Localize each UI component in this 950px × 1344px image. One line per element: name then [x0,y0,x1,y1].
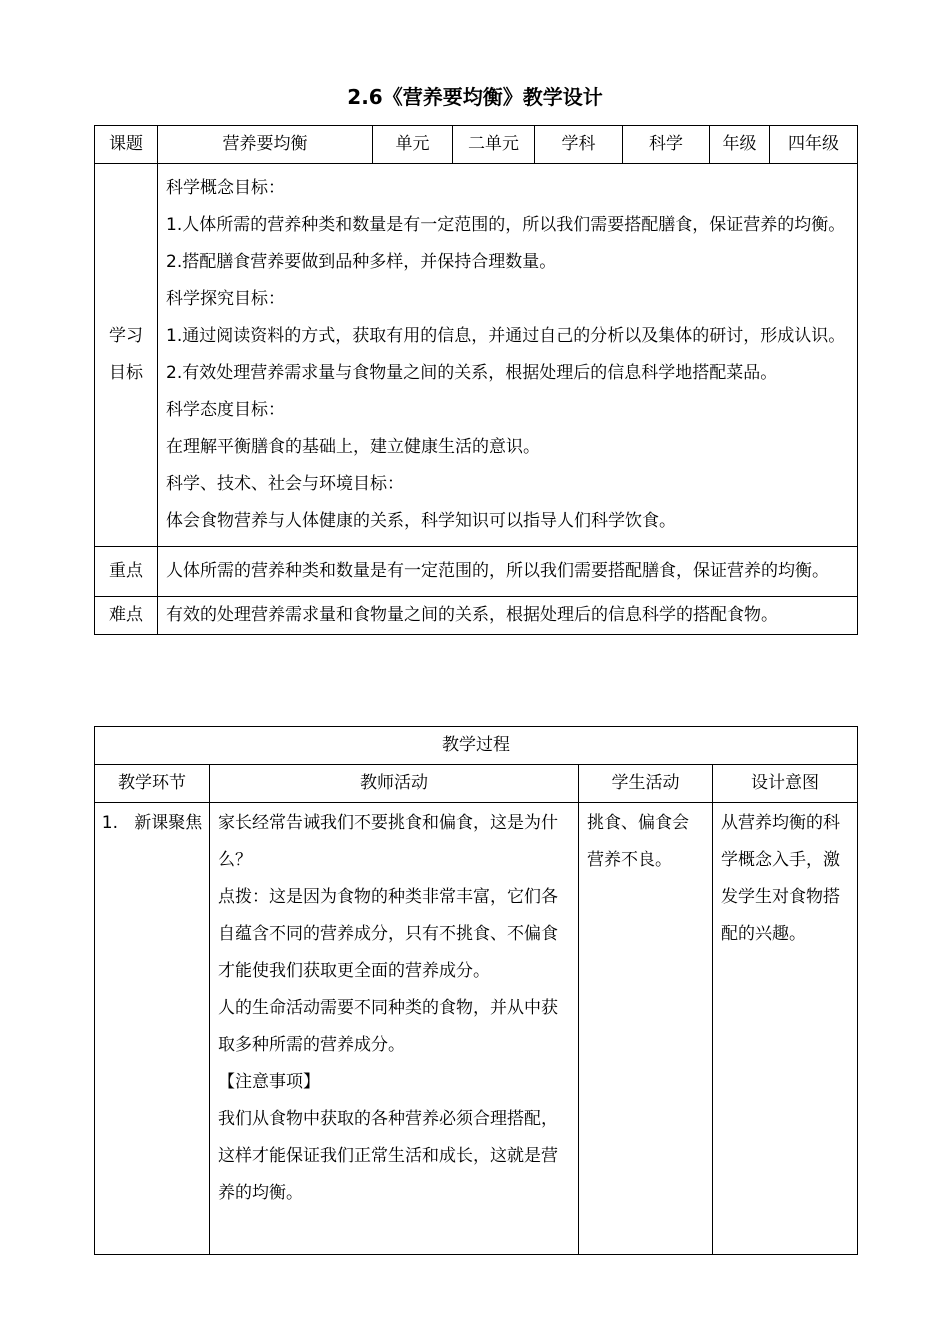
unit-label: 单元 [373,126,453,164]
key-point-row [95,547,858,597]
stage-name: 新课聚焦 [134,813,203,833]
teaching-process-table [94,726,858,1255]
teacher-paragraph: 人的生命活动需要不同种类的食物，并从中获取多种所需的营养成分。 [218,998,558,1055]
column-header: 教师活动 [210,765,579,803]
teacher-paragraph: 点拨：这是因为食物的种类非常丰富，它们各自蕴含不同的营养成分，只有不挑食、不偏食才能使我们获取更全面的营养成分。 [218,887,558,981]
difficulty-text: 有效的处理营养需求量和食物量之间的关系，根据处理后的信息科学的搭配食物。 [158,597,858,635]
column-header: 教学环节 [95,765,210,803]
teacher-paragraph: 我们从食物中获取的各种营养必须合理搭配，这样才能保证我们正常生活和成长，这就是营养的均衡。 [218,1109,558,1203]
difficulty-label: 难点 [95,597,158,635]
goal-line: 在理解平衡膳食的基础上，建立健康生活的意识。 [166,437,540,457]
goal-line: 体会食物营养与人体健康的关系，科学知识可以指导人们科学饮食。 [166,511,676,531]
goal-line: 1.人体所需的营养种类和数量是有一定范围的，所以我们需要搭配膳食，保证营养的均衡。 [166,215,846,235]
grade-value: 四年级 [770,126,858,164]
goal-line: 科学、技术、社会与环境目标： [166,474,404,494]
stage-cell [95,803,210,1255]
subject-label: 学科 [535,126,623,164]
teacher-activity [210,803,579,1255]
stage-number: 1. [101,813,118,833]
stage-label [95,805,209,842]
teacher-paragraph: 家长经常告诫我们不要挑食和偏食，这是为什么？ [218,813,558,870]
goals-label [95,164,158,547]
goal-line: 科学态度目标： [166,400,285,420]
goal-line: 1.通过阅读资料的方式，获取有用的信息，并通过自己的分析以及集体的研讨，形成认识。 [166,326,846,346]
subject-value: 科学 [623,126,710,164]
goals-row [95,164,858,547]
course-value: 营养要均衡 [158,126,373,164]
goal-line: 2.搭配膳食营养要做到品种多样，并保持合理数量。 [166,252,557,272]
header-row [95,126,858,164]
goals-label-line1: 学习 [109,326,143,346]
goal-line: 2.有效处理营养需求量与食物量之间的关系，根据处理后的信息科学地搭配菜品。 [166,363,778,383]
difficulty-row [95,597,858,635]
key-point-text: 人体所需的营养种类和数量是有一定范围的，所以我们需要搭配膳食，保证营养的均衡。 [158,547,858,597]
design-intent [713,803,858,1255]
student-activity [579,803,713,1255]
page-title: 2.6《营养要均衡》教学设计 [347,85,603,109]
goals-label-line2: 目标 [109,363,143,383]
process-row [95,803,858,1255]
goal-line: 科学概念目标： [166,178,285,198]
process-heading: 教学过程 [95,727,858,765]
process-column-header-row [95,765,858,803]
column-header: 设计意图 [713,765,858,803]
goals-content [158,164,858,547]
goal-line: 科学探究目标： [166,289,285,309]
student-paragraph: 挑食、偏食会营养不良。 [587,813,689,870]
unit-value: 二单元 [453,126,535,164]
column-header: 学生活动 [579,765,713,803]
intent-paragraph: 从营养均衡的科学概念入手，激发学生对食物搭配的兴趣。 [721,813,840,944]
teacher-paragraph: 【注意事项】 [218,1072,320,1092]
grade-label: 年级 [710,126,770,164]
key-point-label: 重点 [95,547,158,597]
course-label: 课题 [95,126,158,164]
process-heading-row [95,727,858,765]
lesson-info-table [94,125,858,635]
